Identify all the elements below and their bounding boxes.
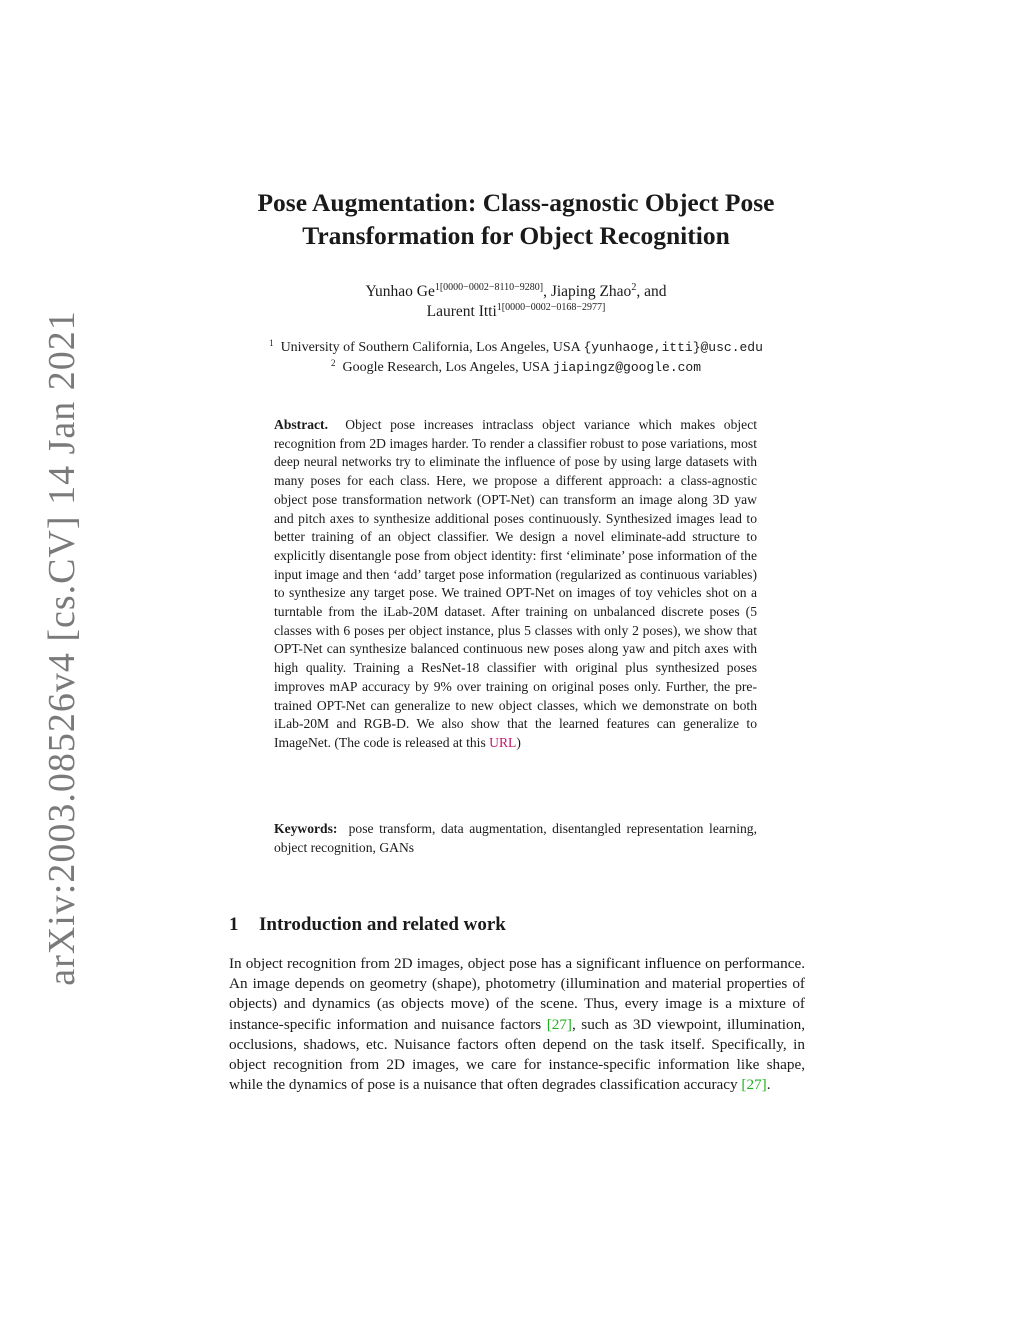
code-url-link[interactable]: URL — [489, 734, 517, 750]
intro-paragraph — [229, 954, 805, 1095]
intro-text: , such as 3D viewpoint, illumination, occlusions, shadows, etc. Nuisance factors often depend on the task itself. Specifically, in object recognition from 2D images, we care for instance-specific information like shape, while the dynamics of pose is a nuisance that often degrades classification accuracy — [229, 1015, 805, 1094]
keywords — [274, 820, 757, 857]
email-address[interactable]: {yunhaoge,itti}@usc.edu — [583, 340, 763, 355]
affiliation-2 — [0, 358, 1024, 378]
citation-link[interactable]: [27] — [546, 1015, 572, 1033]
affil-mark: 2 — [330, 358, 336, 368]
affil-text: Google Research, Los Angeles, USA — [342, 360, 553, 375]
author-separator: , and — [636, 283, 667, 300]
abstract-label: Abstract. — [274, 417, 328, 432]
email-address[interactable]: jiapingz@google.com — [552, 360, 702, 375]
author-list — [0, 282, 1024, 322]
title-line-1: Pose Augmentation: Class-agnostic Object Pose — [257, 188, 775, 217]
section-number: 1 — [229, 914, 239, 935]
abstract-end: ) — [516, 734, 521, 750]
paper-title — [0, 186, 1024, 252]
citation-link[interactable]: [27] — [741, 1076, 767, 1094]
author-line-2 — [0, 302, 1024, 322]
intro-text: In object recognition from 2D images, object pose has a significant influence on performance. An image depends on geometry (shape), photometry (illumination and material properties of objects) and dynamics (as objects move) of the scene. Thus, every image is a mixture of instance-specific information and nuisance factors — [229, 955, 805, 1033]
keywords-label: Keywords: — [274, 821, 338, 836]
author-affil-mark: 2 — [631, 282, 637, 293]
intro-text: . — [766, 1076, 771, 1094]
section-title: Introduction and related work — [259, 914, 506, 935]
author-name: , Jiaping Zhao — [543, 283, 632, 300]
author-orcid: 1[0000−0002−0168−2977] — [496, 302, 606, 313]
keywords-text: pose transform, data augmentation, disentangled representation learning, object recognition, GANs — [274, 821, 757, 855]
title-line-2: Transformation for Object Recognition — [302, 221, 730, 250]
arxiv-identifier: arXiv:2003.08526v4 [cs.CV] 14 Jan 2021 — [41, 310, 83, 986]
author-name: Yunhao Ge — [365, 283, 435, 300]
affil-mark: 1 — [269, 338, 274, 348]
affiliation-1 — [0, 338, 1024, 358]
affil-text: University of Southern California, Los Angeles, USA — [280, 340, 584, 355]
abstract — [274, 416, 757, 753]
abstract-text: Object pose increases intraclass object variance which makes object recognition from 2D images harder. To render a classifier robust to pose variations, most deep neural networks try to eliminate the influence of pose by using large datasets with many poses for each class. Here, we propose a different approach: a class-agnostic object pose transformation network (OPT-Net) can transform an image along 3D yaw and pitch axes to synthesize additional poses continuously. Synthesized images lead to better training of an object classifier. We design a novel eliminate-add structure to explicitly disentangle pose from object identity: first ‘eliminate’ pose information of the input image and then ‘add’ target pose information (regularized as continuous variables) to synthesize any target pose. We trained OPT-Net on images of toy vehicles shot on a turntable from the iLab-20M dataset. After training on unbalanced discrete poses (5 classes with 6 poses per object instance, plus 5 classes with only 2 poses), we show that OPT-Net can synthesize balanced continuous new poses along yaw and pitch axes with high quality. Training a ResNet-18 classifier with original plus synthesized poses improves mAP accuracy by 9% over training on original poses only. Further, the pre-trained OPT-Net can generalize to new object classes, which we demonstrate on both iLab-20M and RGB-D. We also show that the learned features can generalize to ImageNet. (The code is released at this — [274, 417, 757, 750]
author-name: Laurent Itti — [426, 303, 497, 320]
author-orcid: 1[0000−0002−8110−9280] — [434, 282, 544, 293]
section-heading — [229, 912, 805, 938]
author-line-1 — [0, 282, 1024, 302]
affiliations — [0, 338, 1024, 378]
